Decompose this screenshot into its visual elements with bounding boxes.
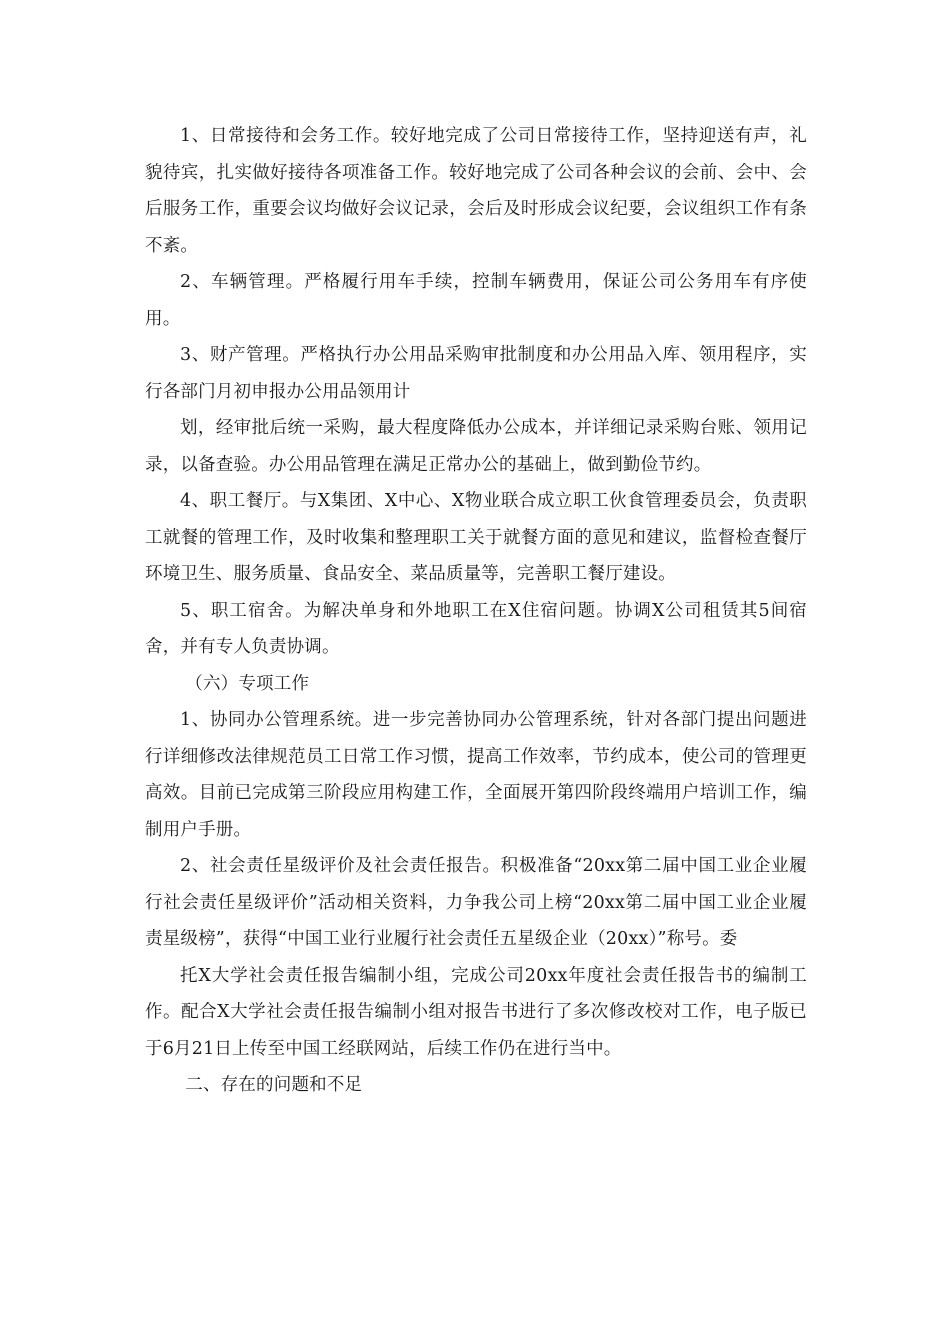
paragraph-property-management-cont: 划，经审批后统一采购，最大程度降低办公成本，并详细记录采购台账、领用记录，以备查验。办公用品管理在满足正常办公的基础上，做到勤俭节约。 — [145, 418, 807, 475]
paragraph-staff-canteen: 4、职工餐厅。与X集团、X中心、X物业联合成立职工伙食管理委员会，负责职工就餐的管理工作，及时收集和整理职工关于就餐方面的意见和建议，监督检查餐厅环境卫生、服务质量、食品安全、菜品质量等，完善职工餐厅建设。 — [145, 491, 807, 584]
paragraph-property-management: 3、财产管理。严格执行办公用品采购审批制度和办公用品入库、领用程序，实行各部门月初申报办公用品领用计 — [145, 345, 807, 402]
section-heading-problems: 二、存在的问题和不足 — [185, 1075, 363, 1095]
paragraph-social-responsibility-cont: 托X大学社会责任报告编制小组，完成公司20xx年度社会责任报告书的编制工作。配合X大学社会责任报告编制小组对报告书进行了多次修改校对工作，电子版已于6月21日上传至中国工经联网站，后续工作仍在进行当中。 — [145, 965, 807, 1059]
paragraph-vehicle-management: 2、车辆管理。严格履行用车手续，控制车辆费用，保证公司公务用车有序使用。 — [145, 272, 807, 329]
paragraph-social-responsibility: 2、社会责任星级评价及社会责任报告。积极准备“20xx第二届中国工业企业履行社会责任星级评价”活动相关资料，力争我公司上榜“20xx第二届中国工业企业履责星级榜”，获得“中国工业行业履行社会责任五星级企业（20xx）”称号。委 — [145, 856, 807, 949]
paragraph-staff-dormitory: 5、职工宿舍。为解决单身和外地职工在X住宿问题。协调X公司租赁其5间宿舍，并有专人负责协调。 — [145, 600, 807, 657]
paragraph-reception-meetings: 1、日常接待和会务工作。较好地完成了公司日常接待工作，坚持迎送有声，礼貌待宾，扎实做好接待各项准备工作。较好地完成了公司各种会议的会前、会中、会后服务工作，重要会议均做好会议记录，会后及时形成会议纪要，会议组织工作有条不紊。 — [145, 126, 807, 256]
section-heading-special-work: （六）专项工作 — [185, 673, 310, 694]
document-body — [145, 118, 807, 1104]
paragraph-collaborative-office: 1、协同办公管理系统。进一步完善协同办公管理系统，针对各部门提出问题进行详细修改法律规范员工日常工作习惯，提高工作效率，节约成本，使公司的管理更高效。目前已完成第三阶段应用构建工作，全面展开第四阶段终端用户培训工作，编制用户手册。 — [145, 710, 807, 840]
